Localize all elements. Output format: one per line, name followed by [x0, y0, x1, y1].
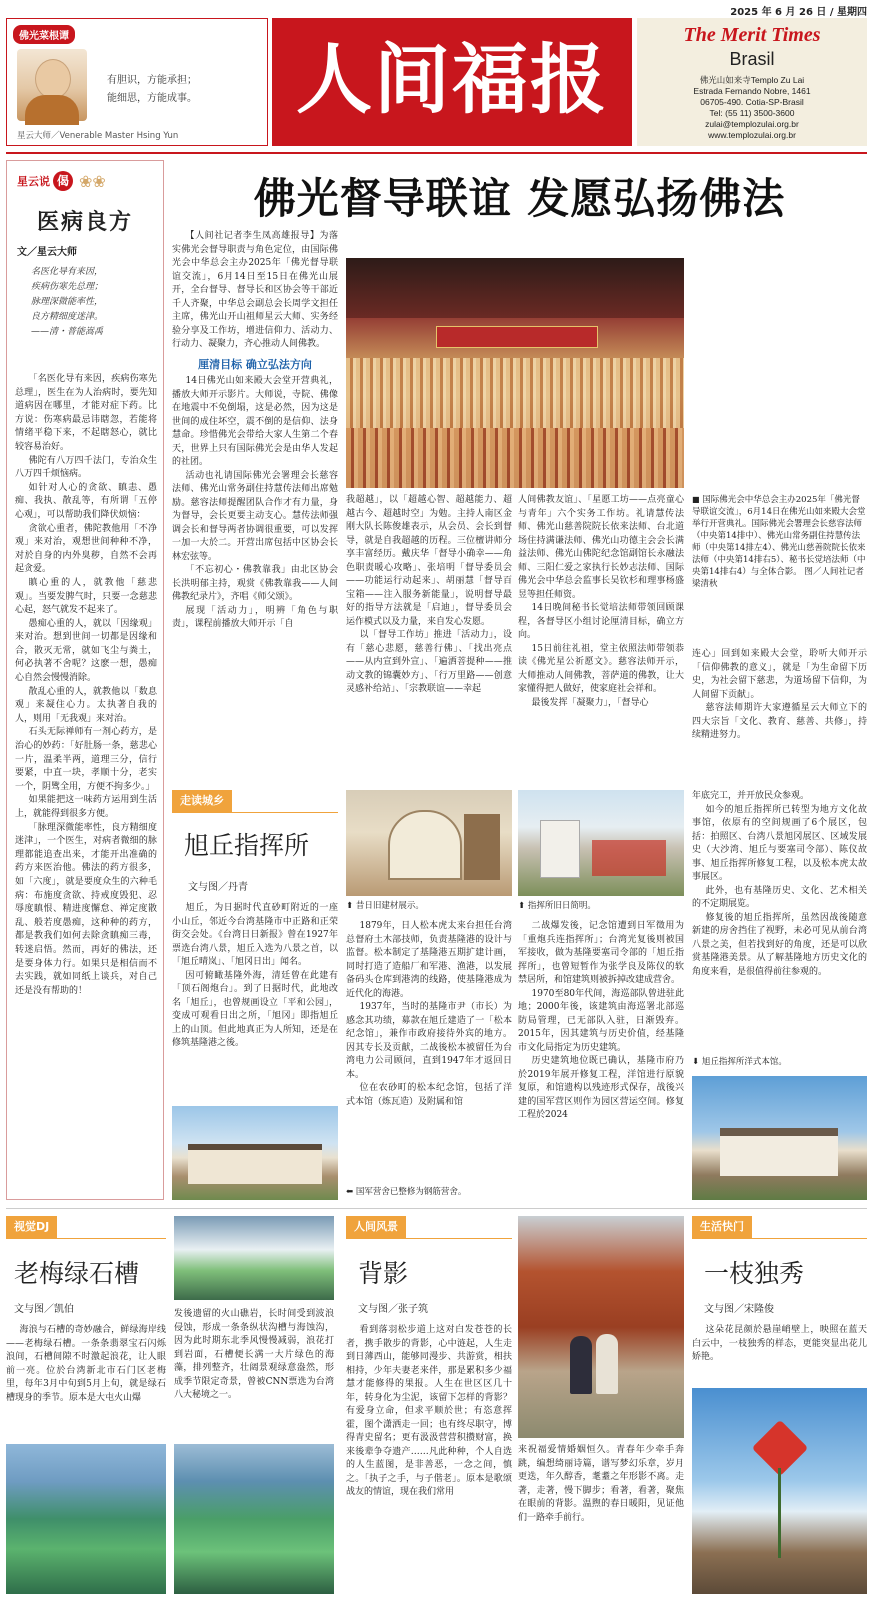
snapshot-tag: 生活快门 [692, 1216, 752, 1238]
lead-paragraph: 慈容法师期许大家遵循星云大师立下的四大宗旨「文化、教育、慈善、共修」，持续精进努力。 [692, 703, 867, 740]
feature-paragraph: 1879年，日人松本虎太来台担任台湾总督府土木部技师，负责基隆港的设计与监督。松本制定了基隆港五期扩建计画，同时打造了造船厂和军港、渔港，以发展备码头仓库到港湾的线路，使基隆港成为近代化的海港。 [346, 921, 512, 999]
feature-column-2 [346, 920, 512, 1182]
masthead-title: 人间福报 [296, 35, 608, 124]
address-line-4: Tel: (55 11) 3500-3600 [709, 108, 795, 118]
feature-caption-2: 国军营舍已整修为钢筋营舍。 [355, 1187, 467, 1197]
feature-paragraph: 旭丘，为日据时代直砂町附近的一座小山丘，邻近今台湾基隆市中正路和正荣街交会处。《台湾日日新报》曾在1927年票选台湾八景，旭丘入选为八景之首，以「旭丘晴岚」、「旭冈日出」闻名。 [172, 903, 338, 967]
sidebar-badge-char: 偈 [53, 171, 73, 191]
lead-headline: 佛光督导联谊 发愿弘扬佛法 [253, 174, 786, 223]
feature-paragraph: 二战爆发後，记念馆遭到日军徵用为「重炮兵连指挥所」；台湾光复後则被国军接收，做为基隆要塞司令部的「旭丘指挥所」，也曾短暂作为张学良及陈仪的软禁居所，和馆建筑则被拆掉改建成营舍。 [518, 921, 684, 985]
sidebar-paragraph: 如针对人心的贪欲、瞋恚、愚痴、我执、散乱等，有所谓「五停心观」，可以帮助我们降伏烦恼： [15, 482, 157, 520]
caption-marker-icon: ⬆ [346, 901, 354, 911]
feature-paragraph: 因可俯瞰基隆外海，清廷曾在此建有「顶石阁炮台」。到了日据时代，此地改名「旭丘」，也曾规画设立「平和公园」，变成可观看日出之所，「旭冈」即指旭丘上的山顶。但此地真正为人所知，还是在修筑基隆港之後。 [172, 970, 338, 1048]
address-line-5: zulai@templozulai.org.br [705, 119, 799, 129]
feature-byline: 文与图／丹青 [188, 882, 248, 893]
snapshot-title: 一枝独秀 [704, 1259, 805, 1288]
visual-dj-title: 老梅绿石槽 [14, 1259, 140, 1288]
lead-column-2 [346, 494, 512, 770]
merit-sub: Brasil [729, 49, 775, 69]
feature-paragraph: 此外，也有基隆历史、文化、艺术相关的不定期展览。 [692, 885, 867, 909]
caption-marker-icon: ⬆ [518, 901, 526, 911]
group-photo [346, 258, 684, 488]
masthead-banner [272, 18, 632, 146]
sidebar-paragraph: 散乱心重的人，就教他以「数息观」来凝住心力。太执著自我的人，则用「无我观」来对治。 [15, 686, 157, 724]
lead-caption: 国际佛光会中华总会主办2025年「佛光督导联谊交流」，6月14日在佛光山如来殿大会堂举行开营典礼。国际佛光会署理会长慈容法师（中央第14排中）、佛光山常务副住持慧传法师（中央第14排左4）、佛光山慈善院院长依来法师（中央第14排右5）、秘书长觉培法师（中央第14排右4）与全体合影。 图／人间社记者梁清秋 [692, 495, 866, 589]
issue-date: 2025 年 6 月 26 日 / 星期四 [730, 7, 867, 18]
feature-caption-4: 旭丘指挥所洋式本馆。 [701, 1057, 787, 1067]
merit-times-box [637, 18, 867, 146]
sidebar-paragraph: 贪欲心重者，佛陀教他用「不净观」来对治，观想世间种种不净，对於自身的内外臭秽，自然不会再起贪爱。 [15, 523, 157, 575]
feature-section-tag: 走读城乡 [172, 790, 232, 812]
sidebar-paragraph: 「名医化导有来因，疾病伤寒先总理」，医生在为人治病时，要先知道病因在哪里，才能对症下药。比方说：伤寒病最忌讳瞎忽，若能将情绪平稳下来，不起瞎怒心，就比较容易治好。 [15, 374, 157, 452]
feature-caption-3: 指挥所旧日简明。 [527, 901, 596, 911]
lead-column-4 [692, 648, 867, 770]
scenery-paragraph: 看到落羽松步道上这对白发苍苍的长者，携手散步的背影，心中涟起，人生走到日薄西山，能够同漫步、共游赏，相扶相持，少年夫妻老来伴，那是累积多少福慧才能修得的果报。人生在世区区几十年，转身化为尘泥，该留下怎样的背影？有爱身立命，但求平顺於世；有恣意挥霍，图个潇洒走一回；也有终尽职守，博得青史留名；更有汲汲营营积攒财富，换来後辈争夺遗产……凡此种种，个人自选的人生蓝图，是非善恶，一念之间，慎之。「执子之手，与子偕老」。原本是歌颂战友的情谊，现在我们常用 [346, 1325, 512, 1497]
scenery-byline: 文与图／张子筑 [358, 1304, 428, 1315]
lead-paragraph: 展现「活动力」，明辨「角色与职责」，课程前播放大师开示「自 [172, 605, 338, 629]
poem-line-4: 良方精细度迷津。 [31, 312, 104, 322]
lead-subhead: 厘清目标 确立弘法方向 [198, 357, 312, 371]
lotus-icon: ❀❀ [79, 171, 106, 191]
caption-marker-icon: ⬇ [692, 1057, 700, 1067]
quote-badge: 佛光菜根谭 [13, 25, 75, 44]
sidebar-paragraph: 石头无际禅师有一剂心药方，是治心的妙药：「好肚肠一条，慈悲心一片，温柔半两，道理三分，信行要紧，中直一块，孝顺十分，老实一个，阴骘全用，方便不拘多少。」 [15, 727, 157, 792]
poem-line-1: 名医化导有来因， [31, 267, 104, 277]
feature-title: 旭丘指挥所 [184, 831, 310, 860]
red-flower-photo [692, 1388, 867, 1594]
lead-paragraph: 14日佛光山如来殿大会堂开营典礼，播放大师开示影片。大师说，寺院、佛像在地震中不免倒塌，这是必然，因为这是世间的成住坏空，震不倒的是信仰、法身慧命。珍惜佛光会带给大家人生第二个春天，世界上只有国际佛光会是由华人发起的社团。 [172, 376, 338, 467]
merit-title: The Merit Times [683, 24, 821, 46]
feature-paragraph: 1970至80年代间，海巡部队曾进驻此地；2000年後，该建筑由海巡署北部巡防局管理，已无部队入驻，日渐毁弃。2015年，因其建筑与历史价值，经基隆市文化局指定为历史建筑。 [518, 988, 684, 1053]
sidebar-column [6, 160, 164, 1200]
address-line-3: 06705-490. Cotia-SP-Brasil [700, 97, 804, 107]
lead-column-3 [518, 494, 684, 770]
sidebar-paragraph: 佛陀有八万四千法门，专治众生八万四千烦恼病。 [15, 455, 157, 480]
sidebar-badge: 星云说 偈 ❀❀ [17, 171, 106, 191]
sidebar-title: 医病良方 [36, 209, 133, 235]
lead-paragraph: 15日前往礼祖，堂主依照法师带领恭读《佛光星公祈愿文》。慈容法师开示，大师推动人间佛教，菩萨道的佛教，让大家懂得把人做好，使家庭社会祥和。 [518, 643, 684, 694]
sidebar-body [15, 373, 157, 1193]
snapshot-byline: 文与图／宋隆俊 [704, 1304, 774, 1315]
visual-dj-paragraph: 发後遗留的火山礁岩，长时间受到波浪侵蚀，形成一条条纵状沟槽与海蚀沟，因为此时期东北季风慢慢减弱，浪花打到岩面，石槽便长满一大片绿色的海藻，排列整齐，壮阔景观绿意盎然，形成季节限定奇景，曾被CNN票选为台湾八大秘境之一。 [174, 1309, 334, 1400]
sidebar-paragraph: 如果能把这一味药方运用到生活上，就能得到很多方便。 [15, 795, 157, 819]
lead-paragraph: 活动也礼请国际佛光会署理会长慈容法师、佛光山常务副住持慧传法师出席勉励。慈容法师提醒团队合作才有力量，身为督导，会长更要主动支心。慧传法师强调会长和督导两者协调很重要，可以发挥一加一大於二。开营出席包括中区协会长林宏弦等。 [172, 470, 338, 562]
lead-column-1-cont [172, 498, 338, 768]
visual-dj-paragraph: 海浪与石槽的奇妙融合，鲜绿海岸线——老梅绿石槽。一条条翡翠宝石闪烁浪间，石槽间隙不时激起浪花，让人眼前一亮。位於台湾新北市石门区老梅里，每年3月中旬到5月上旬，就是绿石槽现身的季节。原本是大屯火山爆 [6, 1325, 166, 1403]
feature-caption-1: 昔日旧建材展示。 [355, 901, 424, 911]
visual-dj-tag: 视觉DJ [6, 1216, 57, 1238]
lead-paragraph: 「不忘初心・佛教靠我」由北区协会长洪明郁主持，观赏《佛教靠我——人间佛教纪录片》，齐唱《师父颂》。 [172, 565, 338, 602]
feature-column-1 [172, 902, 338, 1098]
visual-dj-column-2 [174, 1308, 334, 1436]
quote-box [6, 18, 268, 146]
quote-line-1: 有胆识，方能承担； [107, 75, 197, 86]
lead-paragraph: 【人间社记者李生凤高雄报导】为落实佛光会督导职责与角色定位，由国际佛光会中华总会主办2025年「佛光督导联谊交流」，6月14日至15日在佛光山展开，全台督导、督导长和区协会等干部近千人齐聚，中华总会副总会长周学文担任主席，佛光山开山祖师星云大师、实务经验分享及工作坊，增进信仰力、活动力、行动力、凝聚力，齐心推动人间佛教。 [172, 231, 338, 349]
scenery-tag: 人间风景 [346, 1216, 406, 1238]
old-material-photo [346, 790, 512, 896]
caption-marker-icon: ⬅ [346, 1187, 354, 1197]
feature-paragraph: 年底完工，并开放民众参观。 [692, 791, 810, 801]
building-photo-small [172, 1106, 338, 1200]
green-trough-photo-2 [174, 1444, 334, 1594]
feature-paragraph: 历史建筑地位既已确认，基隆市府乃於2019年展开修复工程，洋馆进行原貌复原，和馆遗构以残迹形式保存，战後兴建的国军营区则作为园区营运空间。修复工程於2024 [518, 1056, 684, 1120]
sidebar-paragraph: 「脉理深微能率性，良方精细度迷津」，一个医生，对病者微细的脉理都能追查出来，才能开出准确的药方来医治他。佛法的药方很多，如「六度」，就是要度众生的六种毛病：布施度贪欲、持戒度毁犯、忍辱度瞋恨、精进度懈怠、禅定度散乱、般若度愚痴，这种种的药方，都是教我们如何去除贪瞋痴三毒，转迷启悟。然而，再好的佛法，还是要身体力行。如果只是相信而不去实践，就如同纸上谈兵，对自己还是没有帮助的！ [15, 822, 157, 996]
feature-paragraph: 1937年，当时的基隆市尹（市长）为感念其功绩，募款在旭丘建造了一「松本纪念馆」，兼作市政府接待外宾的地方。因其专长及贡献，二战後松本被留任为台湾电力公司顾问，直到1947年才返回日本。 [346, 1002, 512, 1080]
lead-paragraph: 人间佛教友谊」、「星愿工坊——点亮童心与青年」六个实务工作坊。礼请慧传法师、佛光山慈善院院长依来法师、台北道场住持满谦法师、佛光山功德主会会长满益法师、佛光山佛陀纪念馆副馆长永融法师、三阳仁爱之家执行长妙志法师、国际佛光会中华总会监事长吴钦杉和理事杨盛昱等担任师资。 [518, 495, 684, 600]
sidebar-paragraph: 愚痴心重的人，就以「因缘观」来对治。想到世间一切都是因缘和合，散灭无常，就如飞尘与粪土，何必执著不舍呢？这麽一想，愚痴心自然会慢慢消除。 [15, 618, 157, 684]
scenery-paragraph: 来祝福爱情婚姻恒久。青春年少牵手奔跳，编想绮丽诗篇，谱写梦幻乐章，岁月更迭，年久醇香，耄耋之年形影不离。走著，走著，慢下脚步；看著，看著，聚焦在眼前的背影。温煦的春日暖阳，见证他们一路牵手前行。 [518, 1445, 684, 1523]
lead-caption-box [692, 494, 867, 642]
command-post-photo [518, 790, 684, 896]
lead-paragraph: 我超越」，以「超越心智、超越能力、超越古今、超越时空」为勉。主持人南区金刚大队长陈俊雄表示，从会员、会长到督导，就是自我超越的历程。三位檀讲师分享丰富经历。戴庆华「督导小确幸——角色职责暖心攻略」、张培明「督导委员会——功能运行动起来」、胡丽慧「督导百宝箱——注入服务新能量」，说明督导最好的指导方法就是「启迪」，督导委员会运作模式以及力量，来自发心发愿。 [346, 495, 512, 627]
sidebar-author: 文／星云大师 [17, 247, 77, 258]
lead-column-1 [172, 230, 338, 629]
poem-line-2: 疾病伤寒先总理； [31, 282, 104, 292]
lead-paragraph: 14日晚间秘书长觉培法师带领回顾课程，各督导区小组讨论厘清目标，确立方向。 [518, 603, 684, 640]
address-line-6: www.templozulai.org.br [708, 130, 796, 140]
feature-column-4 [692, 790, 867, 1052]
couple-walking-photo [518, 1216, 684, 1438]
snapshot-paragraph: 这朵花昆颜於悬崖峭壁上，映照在蓝天白云中，一枝独秀的样态，更能突显出花儿娇艳。 [692, 1325, 867, 1362]
feature-paragraph: 如今的旭丘指挥所已转型为地方文化故事馆，依原有的空间规画了6个展区，包括：拍照区、台湾八景旭冈展区、区域发展史（大沙湾、旭丘与要塞司令部）、陈仪故事、旭丘指挥所修复工程，以及松本虎太故事展区。 [692, 804, 867, 882]
visual-dj-column-1 [6, 1324, 166, 1436]
wave-rock-photo [174, 1216, 334, 1300]
scenery-column-2 [518, 1444, 684, 1594]
caption-marker-icon: ■ [692, 495, 700, 504]
master-name: 星云大师／Venerable Master Hsing Yun [17, 131, 179, 141]
western-hall-photo [692, 1076, 867, 1200]
green-trough-photo-1 [6, 1444, 166, 1594]
scenery-title: 背影 [358, 1259, 409, 1288]
scenery-column-1 [346, 1324, 512, 1594]
master-portrait [17, 49, 87, 121]
feature-paragraph: 位在农砂町的松本纪念馆，包括了洋式本馆（炼瓦造）及附属和馆 [346, 1083, 512, 1107]
lead-paragraph: 最後发挥「凝聚力」，「督导心 [531, 697, 649, 708]
lead-paragraph: 连心」回到如来殿大会堂，聆听大师开示「信仰佛教的意义」，就是「为生命留下历史，为社会留下慈悲，为道场留下信仰，为人间留下贡献」。 [692, 649, 867, 700]
poem-line-3: 脉理深微能率性， [31, 297, 104, 307]
lead-paragraph: 以「督导工作坊」推进「活动力」，设有「慈心悲愿，慈善行佛」、「找出亮点——从内宣到外宣」、「遍洒菩提种——推动文教的锦囊妙方」、「行万里路——创意灵感补给站」、「宗教联谊——幸起 [346, 630, 512, 694]
poem-source: ——清・普能嵩禹 [31, 327, 104, 337]
snapshot-column-1 [692, 1324, 867, 1384]
address-line-1: 佛光山如来寺Templo Zu Lai [699, 75, 805, 85]
quote-line-2: 能细思，方能成事。 [107, 93, 197, 104]
sidebar-paragraph: 瞋心重的人，就教他「慈悲观」。当要发脾气时，只要一念慈悲心起，怒气就发不起来了。 [15, 577, 157, 616]
header-rule [6, 152, 867, 154]
feature-paragraph: 修复後的旭丘指挥所，虽然因战後随意新建的房舍挡住了视野，未必可见从前台湾八景之美，但若找到好的角度，还是可以欣赏基隆港美景。从了解基隆地方历史文化的角度来看，是很值得前往参观的。 [692, 912, 867, 977]
visual-dj-byline: 文与图／凯伯 [14, 1304, 74, 1315]
feature-column-3 [518, 920, 684, 1200]
address-line-2: Estrada Fernando Nobre, 1461 [693, 86, 811, 96]
